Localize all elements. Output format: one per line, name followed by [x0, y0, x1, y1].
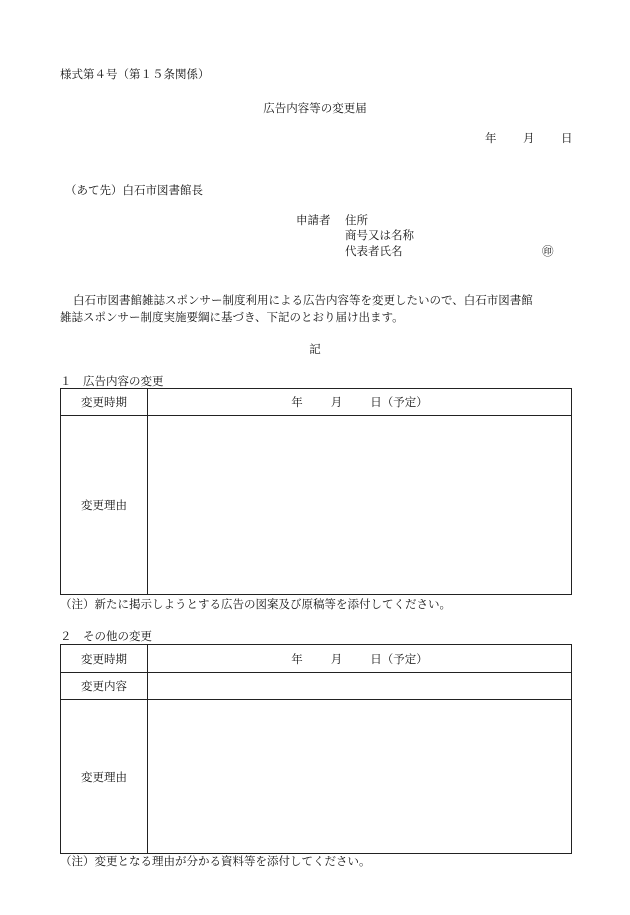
section2-day-label: 日（予定） [370, 651, 428, 666]
company-name-label: 商号又は名称 [345, 228, 414, 242]
ki-heading: 記 [309, 342, 321, 356]
section1-heading: １ 広告内容の変更 [60, 374, 164, 388]
seal-mark: ㊞ [542, 244, 554, 258]
date-month-label: 月 [523, 131, 535, 145]
section2-change-time-label: 変更時期 [61, 645, 148, 673]
section1-month-label: 月 [330, 395, 343, 409]
section1-change-time-field[interactable] [148, 389, 572, 416]
date-day-label: 日 [561, 131, 573, 145]
section1-change-time-label: 変更時期 [61, 389, 148, 416]
section1-day-label: 日（予定） [370, 395, 428, 409]
section1-table [60, 388, 572, 595]
address-label: 住所 [345, 213, 368, 227]
section1-reason-field[interactable] [148, 416, 572, 595]
section1-note: （注）新たに掲示しようとする広告の図案及び原稿等を添付してください。 [60, 597, 451, 611]
date-year-label: 年 [485, 131, 497, 145]
addressee: （あて先）白石市図書館長 [65, 183, 203, 197]
section2-heading: ２ その他の変更 [60, 629, 152, 643]
section2-content-field[interactable] [148, 673, 572, 700]
page-title: 広告内容等の変更届 [263, 101, 367, 115]
section2-table [60, 644, 572, 854]
form-number: 様式第４号（第１５条関係） [60, 67, 210, 81]
representative-label: 代表者氏名 [345, 244, 403, 258]
section2-change-time-field[interactable] [148, 645, 572, 673]
section2-year-label: 年 [291, 651, 303, 666]
section2-reason-field[interactable] [148, 700, 572, 854]
section2-reason-label: 変更理由 [61, 700, 148, 854]
body-line-2: 雑誌スポンサー制度実施要綱に基づき、下記のとおり届け出ます。 [60, 310, 404, 324]
section2-note: （注）変更となる理由が分かる資料等を添付してください。 [60, 854, 371, 868]
section2-content-label: 変更内容 [61, 673, 148, 700]
section1-year-label: 年 [291, 395, 303, 409]
section2-month-label: 月 [330, 651, 343, 666]
section1-reason-label: 変更理由 [61, 416, 148, 595]
body-line-1: 白石市図書館雑誌スポンサー制度利用による広告内容等を変更したいので、白石市図書館 [73, 293, 533, 307]
applicant-label: 申請者 [296, 213, 331, 227]
